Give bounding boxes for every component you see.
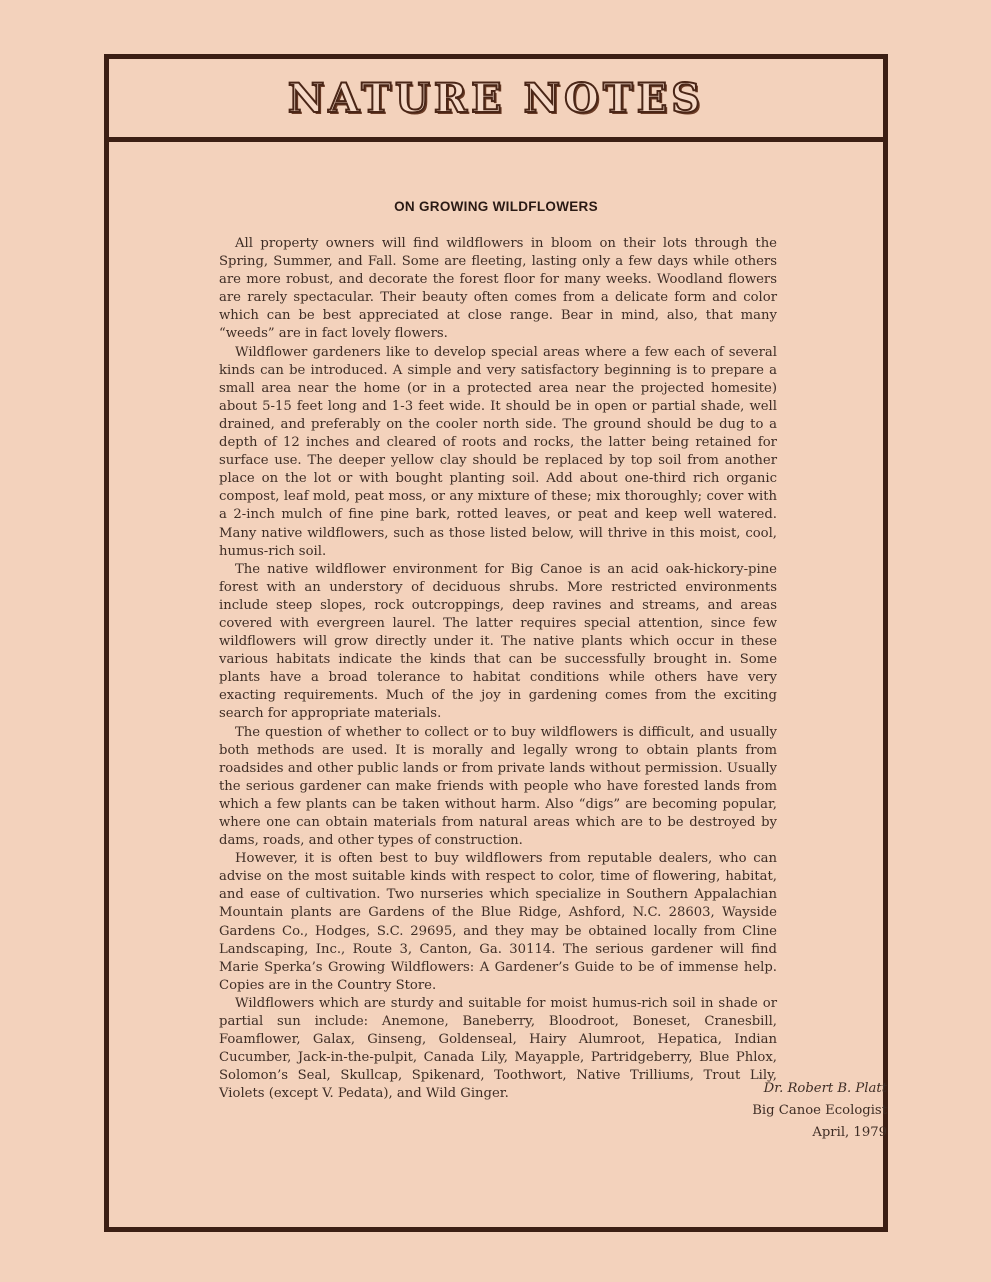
paragraph: However, it is often best to buy wildflowers from reputable dealers, who can advise on the most suitable kinds with respect to color, time of flowering, habitat, and ease of cultivation. Two nurseries which specialize in Southern Appalachian Mountain plants are Gardens of the Blue Ridge, Ashford, N.C. 28603, Wayside Gardens Co., Hodges, S.C. 29695, and they may be obtained locally from Cline Landscaping, Inc., Route 3, Canton, Ga. 30114. The serious gardener will find Marie Sperka’s Growing Wildflowers: A Gardener’s Guide to be of immense help. Copies are in the Country Store. [219,851,777,993]
paragraph: Wildflowers which are sturdy and suitable for moist humus-rich soil in shade or partial sun include: Anemone, Baneberry, Bloodroot, Boneset, Cranesbill, Foamflower, Galax, Ginseng, Goldenseal, Hairy Alumroot, Hepatica, Indian Cucumber, Jack-in-the-pulpit, Canada Lily, Mayapple, Partridgeberry, Blue Phlox, Solomon’s Seal, Skullcap, Spikenard, Toothwort, Native Trilliums, Trout Lily, Violets (except V. Pedata), and Wild Ginger. [219,995,777,1102]
page-frame [104,54,888,1232]
paragraph: All property owners will find wildflowers in bloom on their lots through the Spring, Summer, and Fall. Some are fleeting, lasting only a few days while others are more robust, and decorate the forest floor for many weeks. Woodland flowers are rarely spectacular. Their beauty often comes from a delicate form and color which can be best appreciated at close range. Bear in mind, also, that many “weeds” are in fact lovely flowers. [219,236,777,342]
paragraph: Wildflower gardeners like to develop special areas where a few each of several kinds can be introduced. A simple and very satisfactory beginning is to prepare a small area near the home (or in a protected area near the projected homesite) about 5-15 feet long and 1-3 feet wide. It should be in open or partial shade, well drained, and preferably on the cooler north side. The ground should be dug to a depth of 12 inches and cleared of roots and rocks, the latter being retained for surface use. The deeper yellow clay should be replaced by top soil from another place on the lot or with bought planting soil. Add about one-third rich organic compost, leaf mold, peat moss, or any mixture of these; mix thoroughly; cover with a 2-inch mulch of fine pine bark, rotted leaves, or peat and keep well watered. Many native wildflowers, such as those listed below, will thrive in this moist, cool, humus-rich soil. [219,344,777,559]
article-heading: ON GROWING WILDFLOWERS [394,199,598,214]
masthead [109,59,883,142]
author-name: Dr. Robert B. Platt [763,1081,887,1096]
paragraph: The native wildflower environment for Big Canoe is an acid oak-hickory-pine forest with an understory of deciduous shrubs. More restricted environments include steep slopes, rock outcroppings, deep ravines and streams, and areas covered with evergreen laurel. The latter requires special attention, since few wildflowers will grow directly under it. The native plants which occur in these various habitats indicate the kinds that can be successfully brought in. Some plants have a broad tolerance to habitat conditions while others have very exacting requirements. Much of the joy in gardening comes from the exciting search for appropriate materials. [219,561,777,722]
article-body [219,235,777,1104]
paragraph: The question of whether to collect or to buy wildflowers is difficult, and usually both methods are used. It is morally and legally wrong to obtain plants from roadsides and other public lands or from private lands without permission. Usually the serious gardener can make friends with people who have forested lands from which a few plants can be taken without harm. Also “digs” are becoming popular, where one can obtain materials from natural areas which are to be destroyed by dams, roads, and other types of construction. [219,724,777,849]
author-role: Big Canoe Ecologist [752,1103,887,1118]
signature-block [752,1078,887,1144]
masthead-title: NATURE NOTES [287,74,705,122]
article-date: April, 1979 [812,1125,887,1140]
